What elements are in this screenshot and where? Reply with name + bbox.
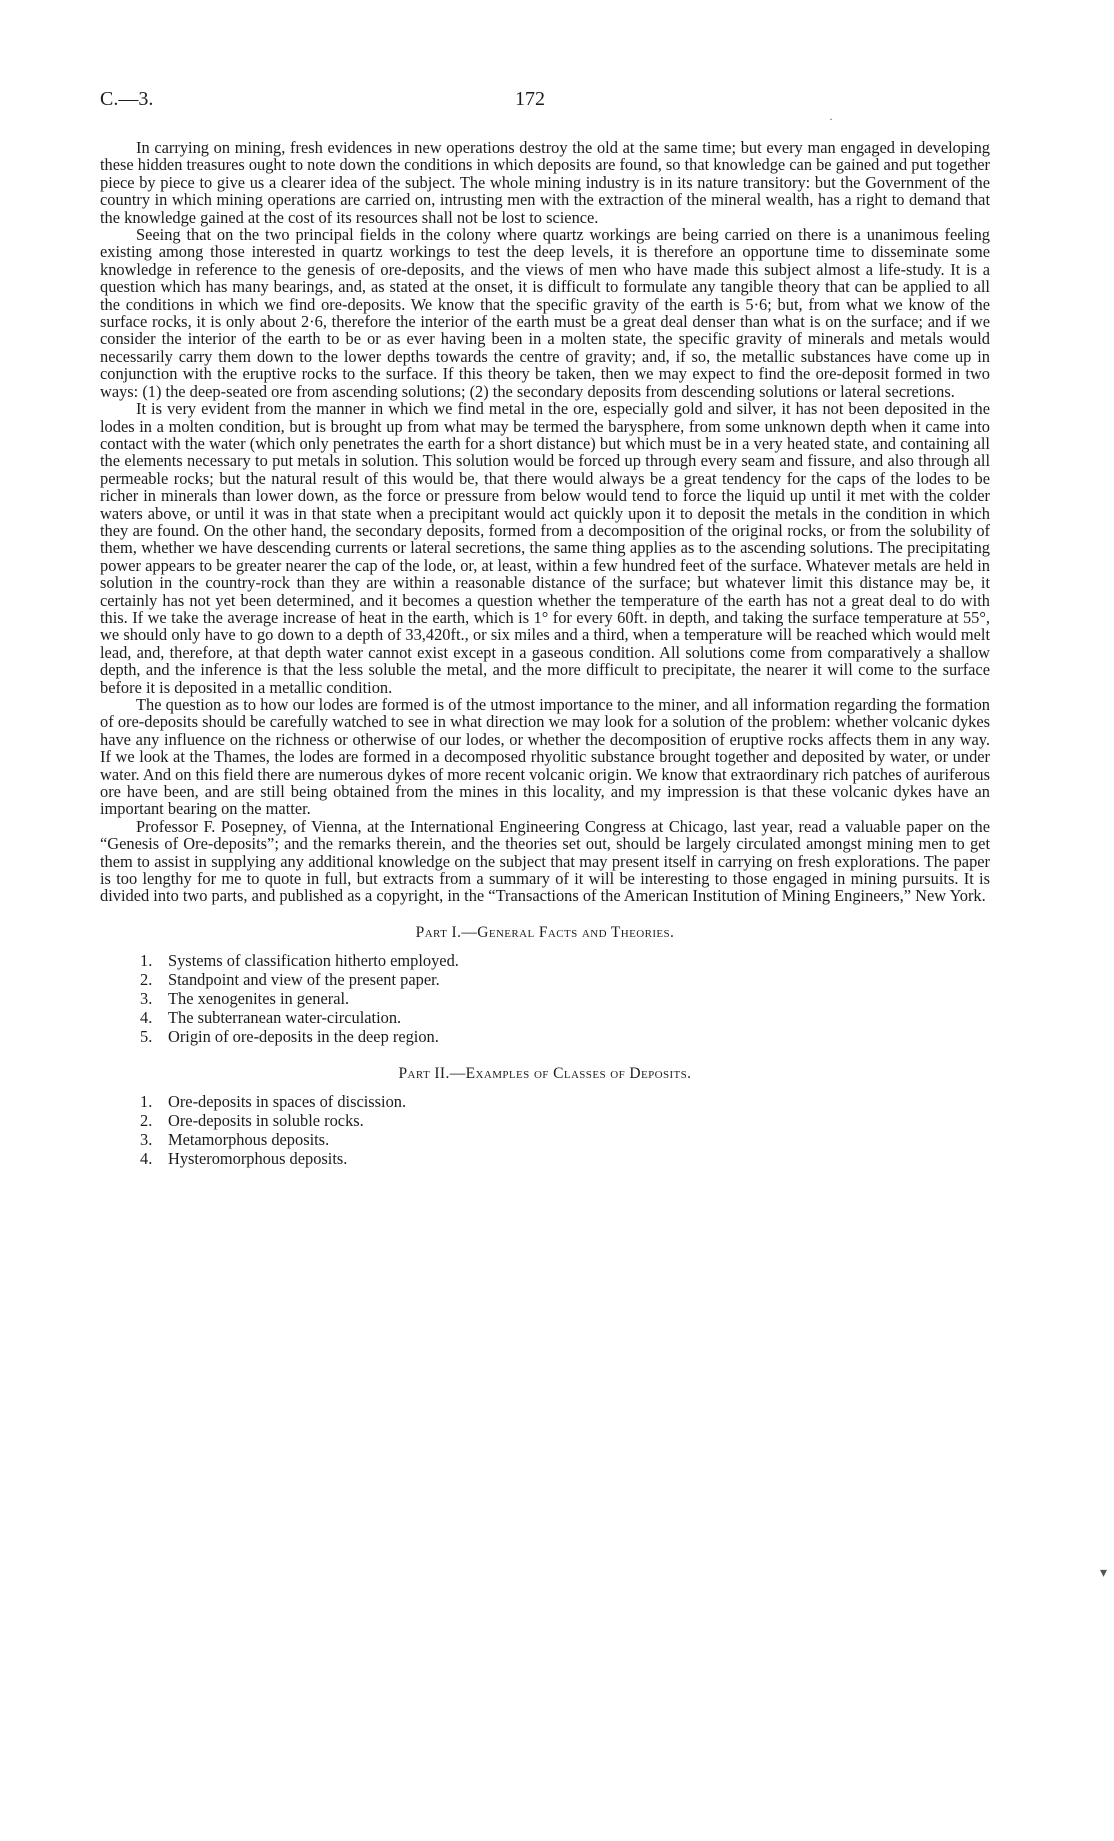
list-number: 2. [140, 1110, 153, 1130]
list-text: The subterranean water-circulation. [168, 1007, 402, 1027]
list-item [140, 951, 990, 970]
stray-mark: · [829, 112, 833, 126]
list-number: 4. [140, 1007, 153, 1027]
list-item [140, 1008, 990, 1027]
section-heading-part-2: Part II.—Examples of Classes of Deposits. [398, 1064, 692, 1082]
paragraph: Professor F. Posepney, of Vienna, at the International Engineering Congress at Chicago, last year, read a valuable paper on the “Genesis of Ore-deposits”; and the remarks therein, and the theories set out, should be largely circulated amongst mining men to get them to assist in supplying any additional knowledge on the subject that may present itself in carrying on fresh explorations. The paper is too lengthy for me to quote in full, but extracts from a summary of it will be interesting to those engaged in mining pursuits. It is divided into two parts, and published as a copyright, in the “Transactions of the American Institution of Mining Engineers,” New York. [100, 816, 990, 906]
list-number: 3. [140, 1129, 153, 1149]
paragraph: Seeing that on the two principal fields in the colony where quartz workings are being carried on there is a unanimous feeling existing among those interested in quartz workings to test the deep levels, it is therefore an opportune time to disseminate some knowledge in reference to the genesis of ore-deposits, and the views of men who have made this subject almost a life-study. It is a question which has many bearings, and, as stated at the onset, it is difficult to formulate any tangible theory that can be applied to all the conditions in which we find ore-deposits. We know that the specific gravity of the earth is 5·6; but, from what we know of the surface rocks, it is only about 2·6, therefore the interior of the earth must be a great deal denser than what is on the surface; and if we consider the interior of the earth to be or as ever having been in a molten state, the specific gravity of minerals and metals would necessarily carry them down to the lower depths towards the centre of gravity; and, if so, the metallic substances have come up in conjunction with the eruptive rocks to the surface. If this theory be taken, then we may expect to find the ore-deposit formed in two ways: (1) the deep-seated ore from ascending solutions; (2) the secondary deposits from descending solutions or lateral secretions. [100, 225, 990, 401]
list-number: 2. [140, 969, 153, 989]
list-text: The xenogenites in general. [168, 988, 350, 1008]
part-1-list [100, 951, 990, 1046]
list-item [140, 1092, 990, 1111]
list-number: 4. [140, 1148, 153, 1168]
list-item [140, 989, 990, 1008]
list-text: Hysteromorphous deposits. [168, 1148, 348, 1168]
document-reference: C.—3. [100, 88, 154, 110]
part-2-list [100, 1092, 990, 1168]
list-number: 1. [140, 950, 153, 970]
list-item [140, 1027, 990, 1046]
paragraph: The question as to how our lodes are formed is of the utmost importance to the miner, and all information regarding the formation of ore-deposits should be carefully watched to see in what direction we may look for a solution of the problem: whether volcanic dykes have any influence on the richness or otherwise of our lodes, or whether the decomposition of eruptive rocks affects them in any way. If we look at the Thames, the lodes are formed in a decomposed rhyolitic substance brought together and deposited by water, or under water. And on this field there are numerous dykes of more recent volcanic origin. We know that extraordinary rich patches of auriferous ore have been, and are still being obtained from the mines in this locality, and my impression is that these volcanic dykes have an important bearing on the matter. [100, 695, 990, 819]
list-text: Metamorphous deposits. [168, 1129, 330, 1149]
list-text: Systems of classification hitherto employed. [168, 950, 459, 970]
list-text: Origin of ore-deposits in the deep region. [168, 1026, 439, 1046]
page-header [100, 88, 990, 118]
list-number: 5. [140, 1026, 153, 1046]
paragraph: In carrying on mining, fresh evidences in new operations destroy the old at the same time; but every man engaged in developing these hidden treasures ought to note down the conditions in which deposits are found, so that knowledge can be gained and put together piece by piece to give us a clearer idea of the subject. The whole mining industry is in its nature transitory: but the Government of the country in which mining operations are carried on, intrusting men with the extraction of the mineral wealth, has a right to demand that the knowledge gained at the cost of its resources shall not be lost to science. [100, 138, 990, 227]
list-text: Ore-deposits in spaces of discission. [168, 1091, 407, 1111]
page-number: 172 [515, 88, 545, 110]
list-item [140, 1130, 990, 1149]
paragraph: It is very evident from the manner in which we find metal in the ore, especially gold and silver, it has not been deposited in the lodes in a molten condition, but is brought up from what may be termed the barysphere, from some unknown depth when it came into contact with the water (which only penetrates the earth for a short distance) but which must be in a very heated state, and containing all the elements necessary to put metals in solution. This solution would be forced up through every seam and fissure, and also through all permeable rocks; but the natural result of this would be, that there would always be a great tendency for the caps of the lodes to be richer in minerals than lower down, as the force or pressure from below would tend to force the liquid up until it met with the colder waters above, or until it was in that state when a precipitant would act quickly upon it to deposit the metals in the condition in which they are found. On the other hand, the secondary deposits, formed from a decomposition of the original rocks, or from the solubility of them, whether we have descending currents or lateral secretions, the same thing applies as to the ascending solutions. The precipitating power appears to be greater nearer the cap of the lode, or, at least, within a few hundred feet of the surface. Whatever metals are held in solution in the country-rock than they are within a reasonable distance of the surface; but whatever limit this distance may be, it certainly has not yet been determined, and it becomes a question whether the temperature of the earth has not a great deal to do with this. If we take the average increase of heat in the earth, which is 1° for every 60ft. in depth, and taking the surface temperature at 55°, we should only have to go down to a depth of 33,420ft., or six miles and a third, when a temperature will be reached which would melt lead, and, therefore, at that depth water cannot exist except in a gaseous condition. All solutions come from comparatively a shallow depth, and the inference is that the less soluble the metal, and the more difficult to precipitate, the nearer it will come to the surface before it is deposited in a metallic condition. [100, 399, 990, 697]
list-text: Standpoint and view of the present paper. [168, 969, 440, 989]
section-heading-part-1: Part I.—General Facts and Theories. [415, 923, 675, 941]
list-item [140, 970, 990, 989]
list-text: Ore-deposits in soluble rocks. [168, 1110, 364, 1130]
body-text [100, 139, 990, 1168]
list-number: 3. [140, 988, 153, 1008]
list-item [140, 1149, 990, 1168]
list-item [140, 1111, 990, 1130]
list-number: 1. [140, 1091, 153, 1111]
stray-mark: ▾ [1100, 1566, 1108, 1581]
